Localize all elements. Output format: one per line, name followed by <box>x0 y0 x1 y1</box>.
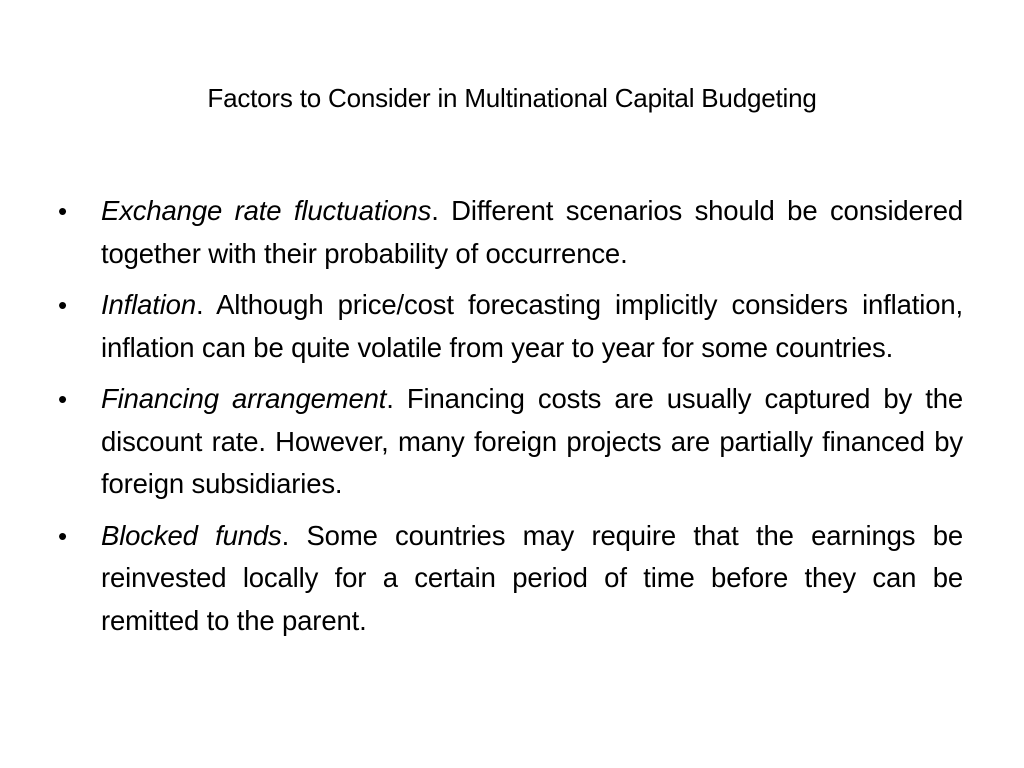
bullet-item-financing-arrangement <box>58 378 963 506</box>
bullet-item-blocked-funds <box>58 515 963 643</box>
bullet-text: . Although price/cost forecasting implicitly considers inflation, inflation can be quite volatile from year to year for some countries. <box>101 289 963 363</box>
bullet-text: . Financing costs are usually captured by the discount rate. However, many foreign projects are partially financed by foreign subsidiaries. <box>101 383 963 499</box>
bullet-term: Inflation <box>101 289 196 320</box>
bullet-term: Exchange rate fluctuations <box>101 195 432 226</box>
bullet-icon: • <box>58 290 67 320</box>
bullet-list <box>58 190 963 651</box>
bullet-term: Financing arrangement <box>101 383 387 414</box>
bullet-text: . Some countries may require that the earnings be reinvested locally for a certain period of time before they can be remitted to the parent. <box>101 519 963 636</box>
bullet-icon: • <box>58 196 67 226</box>
bullet-text: . Different scenarios should be considered together with their probability of occurrence. <box>101 195 963 269</box>
bullet-icon: • <box>58 520 67 551</box>
bullet-term: Blocked funds <box>101 519 282 551</box>
bullet-icon: • <box>58 384 67 414</box>
slide-title: Factors to Consider in Multinational Capital Budgeting <box>207 83 817 113</box>
bullet-item-inflation <box>58 284 963 369</box>
bullet-item-exchange-rate <box>58 190 963 275</box>
